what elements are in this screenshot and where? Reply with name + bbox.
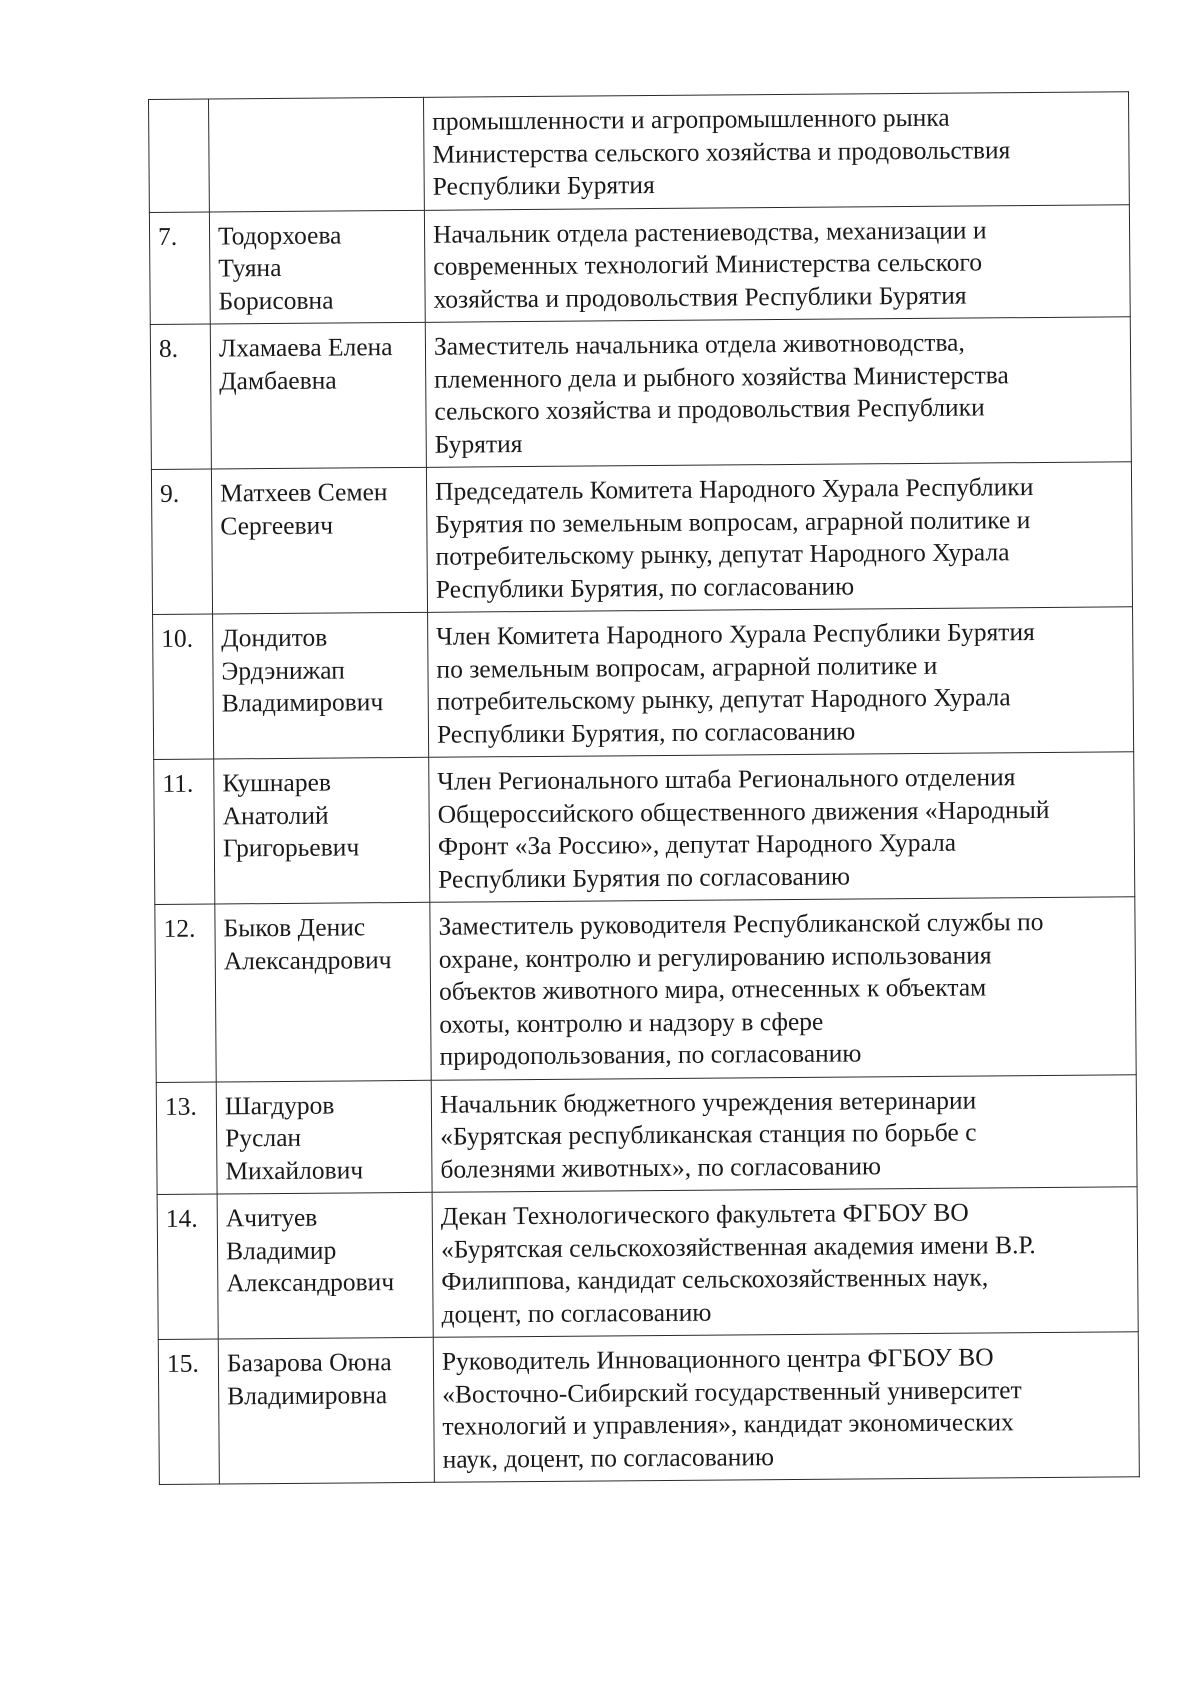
member-position: Заместитель начальника отдела животноводства, племенного дела и рыбного хозяйства Министерства сельского хозяйства и продовольствия Республики Бурятия [425, 317, 1131, 468]
member-name: Быков Денис Александрович [215, 902, 431, 1081]
table-row [157, 1187, 1138, 1340]
row-number [149, 99, 210, 212]
row-number: 13. [156, 1081, 217, 1194]
table-row [149, 204, 1130, 324]
member-name: Тодорхоева Туяна Борисовна [209, 210, 425, 324]
member-name: Ачитуев Владимир Александрович [217, 1192, 433, 1339]
member-position: Член Комитета Народного Хурала Республики Бурятия по земельным вопросам, аграрной политике и потребительскому рынку, депутат Народного Хурала Республики Бурятия, по согласованию [428, 607, 1134, 758]
row-number: 15. [158, 1339, 219, 1484]
row-number: 7. [149, 212, 210, 325]
member-position: Заместитель руководителя Республиканской службы по охране, контролю и регулированию использования объектов животного мира, отнесенных к объектам охоты, контролю и надзору в сфере природопользования, по согласованию [430, 897, 1136, 1080]
table-row [151, 462, 1132, 615]
member-name: Дондитов Эрдэнижап Владимирович [213, 612, 429, 759]
table-row [150, 317, 1131, 470]
member-name: Лхамаева Елена Дамбаевна [210, 322, 426, 469]
member-name: Матхеев Семен Сергеевич [211, 467, 427, 614]
row-number: 12. [155, 904, 216, 1082]
table-row [154, 752, 1135, 905]
member-name: Базарова Оюна Владимировна [218, 1337, 434, 1484]
member-position: Руководитель Инновационного центра ФГБОУ ВО «Восточно-Сибирский государственный университет технологий и управления», кандидат экономических наук, доцент, по согласованию [433, 1332, 1139, 1483]
member-name: Кушнарев Анатолий Григорьевич [214, 757, 430, 904]
member-position: Начальник бюджетного учреждения ветеринарии «Бурятская республиканская станция по борьбе с болезнями животных», по согласованию [431, 1074, 1137, 1192]
row-number: 11. [154, 759, 215, 904]
member-name: Шагдуров Руслан Михайлович [216, 1080, 432, 1194]
member-position: промышленности и агропромышленного рынка Министерства сельского хозяйства и продовольствия Республики Бурятия [423, 92, 1129, 210]
row-number: 8. [150, 324, 211, 469]
commission-members-table [148, 91, 1140, 1485]
table-row [158, 1332, 1139, 1485]
member-name [209, 97, 425, 211]
row-number: 10. [153, 614, 214, 759]
member-position: Декан Технологического факультета ФГБОУ ВО «Бурятская сельскохозяйственная академия имени В.Р. Филиппова, кандидат сельскохозяйственных наук, доцент, по согласованию [432, 1187, 1138, 1338]
member-position: Член Регионального штаба Регионального отделения Общероссийского общественного движения «Народный Фронт «За Россию», депутат Народного Хурала Республики Бурятия по согласованию [429, 752, 1135, 903]
table-row [155, 897, 1136, 1082]
member-position: Начальник отдела растениеводства, механизации и современных технологий Министерства сельского хозяйства и продовольствия Республики Бурятия [424, 204, 1130, 322]
table-row [153, 607, 1134, 760]
row-number: 14. [157, 1194, 218, 1339]
row-number: 9. [151, 469, 212, 614]
member-position: Председатель Комитета Народного Хурала Республики Бурятия по земельным вопросам, аграрной политике и потребительскому рынку, депутат Народного Хурала Республики Бурятия, по согласованию [426, 462, 1132, 613]
table-row [149, 92, 1130, 212]
table-row [156, 1074, 1137, 1194]
